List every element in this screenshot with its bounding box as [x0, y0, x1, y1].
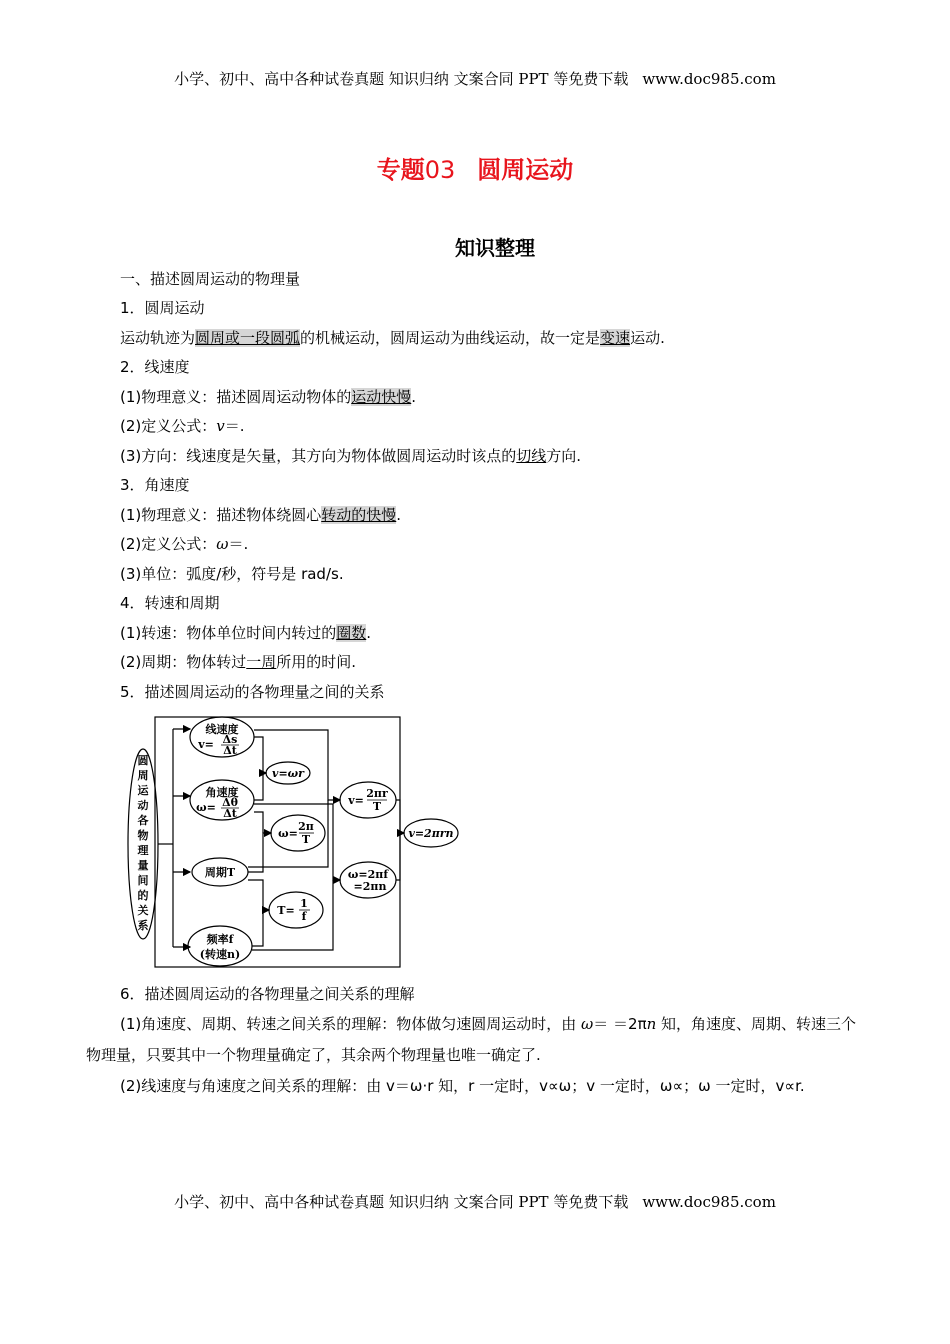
- lhs-v: v=: [198, 738, 214, 751]
- page-header: [0, 68, 950, 89]
- angular-speed-formula: (2)定义公式：ω＝.: [120, 535, 249, 553]
- text-omega-2pif: ω=2πf: [347, 868, 389, 881]
- period-def: (2)周期：物体转过一周所用的时间.: [120, 653, 357, 671]
- heading-relations: 5．描述圆周运动的各物理量之间的关系: [120, 683, 385, 701]
- lhs-v-2: v=: [348, 794, 364, 807]
- heading-angular-speed: 3．角速度: [120, 476, 190, 494]
- lhs-omega-2: ω=: [278, 827, 298, 840]
- heading-circular-motion: 1．圆周运动: [120, 299, 205, 317]
- page-title: [0, 150, 950, 185]
- lhs-T: T=: [277, 904, 295, 917]
- diagram-left-label: [138, 753, 150, 932]
- understanding-para-1: (1)角速度、周期、转速之间关系的理解：物体做匀速圆周运动时，由 ω＝ ＝2πn 知，角速度、周期、转速三个物理量，只要其中一个物理量确定了，其余两个物理量也唯一确定了.: [86, 1015, 857, 1064]
- num-2pir: 2πr: [366, 787, 388, 800]
- left-label-char: 间: [137, 874, 149, 887]
- label-frequency: 频率f: [206, 933, 234, 946]
- angular-speed-unit: (3)单位：弧度/秒，符号是 rad/s.: [120, 565, 344, 583]
- rpm-def: (1)转速：物体单位时间内转过的圈数.: [120, 624, 372, 642]
- highlight-arc: 圆周或一段圆弧: [195, 329, 301, 347]
- header-text: 小学、初中、高中各种试卷真题 知识归纳 文案合同 PPT 等免费下载: [174, 70, 629, 88]
- heading-rpm-period: 4．转速和周期: [120, 594, 220, 612]
- den-dt: Δt: [223, 744, 237, 757]
- num-dtheta: Δθ: [222, 796, 238, 809]
- label-period: 周期T: [204, 866, 236, 879]
- page-footer: [0, 1191, 950, 1212]
- label-linear-speed: 线速度: [205, 723, 239, 736]
- circular-motion-def: 运动轨迹为圆周或一段圆弧的机械运动，圆周运动为曲线运动，故一定是变速运动.: [120, 329, 665, 347]
- num-2pi: 2π: [298, 820, 314, 833]
- left-label-char: 动: [137, 799, 149, 812]
- left-label-char: 量: [137, 859, 149, 872]
- left-label-char: 周: [137, 769, 149, 782]
- linear-speed-formula: (2)定义公式：v＝.: [120, 417, 245, 435]
- left-label-char: 的: [137, 889, 149, 902]
- label-angular-speed: 角速度: [205, 786, 239, 799]
- heading-understanding: 6．描述圆周运动的各物理量之间关系的理解: [120, 985, 415, 1003]
- den-T2: T: [372, 800, 382, 813]
- left-label-char: 运: [137, 784, 149, 797]
- section-heading: 一、描述圆周运动的物理量: [120, 270, 301, 288]
- left-label-char: 圆: [137, 754, 149, 767]
- relationship-diagram: [118, 712, 463, 972]
- num-ds: Δs: [222, 733, 238, 746]
- left-label-char: 关: [137, 904, 149, 917]
- label-rpm: (转速n): [199, 948, 241, 961]
- text-2pin: =2πn: [353, 880, 387, 893]
- den-dt2: Δt: [223, 807, 237, 820]
- left-label-char: 物: [137, 829, 149, 842]
- diagram-frame: [155, 717, 400, 967]
- title-name: 圆周运动: [477, 156, 574, 184]
- linear-speed-meaning: (1)物理意义：描述圆周运动物体的运动快慢.: [120, 388, 417, 406]
- title-prefix: 专题: [376, 156, 425, 184]
- den-f: f: [301, 910, 307, 923]
- lhs-omega: ω=: [196, 801, 216, 814]
- text-v-2pirn: v=2πrn: [408, 827, 454, 840]
- header-url[interactable]: www.doc985.com: [642, 70, 776, 88]
- angular-speed-meaning: (1)物理意义：描述物体绕圆心转动的快慢.: [120, 506, 402, 524]
- highlight-variable-speed: 变速: [600, 329, 631, 347]
- num-1: 1: [300, 897, 308, 910]
- section-subtitle: 知识整理: [455, 236, 535, 260]
- left-label-char: 理: [137, 844, 149, 857]
- text-v-omega-r: v=ωr: [272, 767, 304, 780]
- title-number: 03: [424, 156, 456, 184]
- linear-speed-direction: (3)方向：线速度是矢量，其方向为物体做圆周运动时该点的切线方向.: [120, 447, 582, 465]
- den-T: T: [301, 833, 311, 846]
- footer-url[interactable]: www.doc985.com: [642, 1193, 776, 1211]
- heading-linear-speed: 2．线速度: [120, 358, 190, 376]
- left-label-char: 系: [137, 919, 149, 932]
- understanding-para-2: (2)线速度与角速度之间关系的理解：由 v＝ω·r 知，r 一定时，v∝ω；v 一定时，ω∝；ω 一定时，v∝r.: [120, 1077, 805, 1095]
- footer-text: 小学、初中、高中各种试卷真题 知识归纳 文案合同 PPT 等免费下载: [174, 1193, 629, 1211]
- left-label-char: 各: [137, 814, 149, 827]
